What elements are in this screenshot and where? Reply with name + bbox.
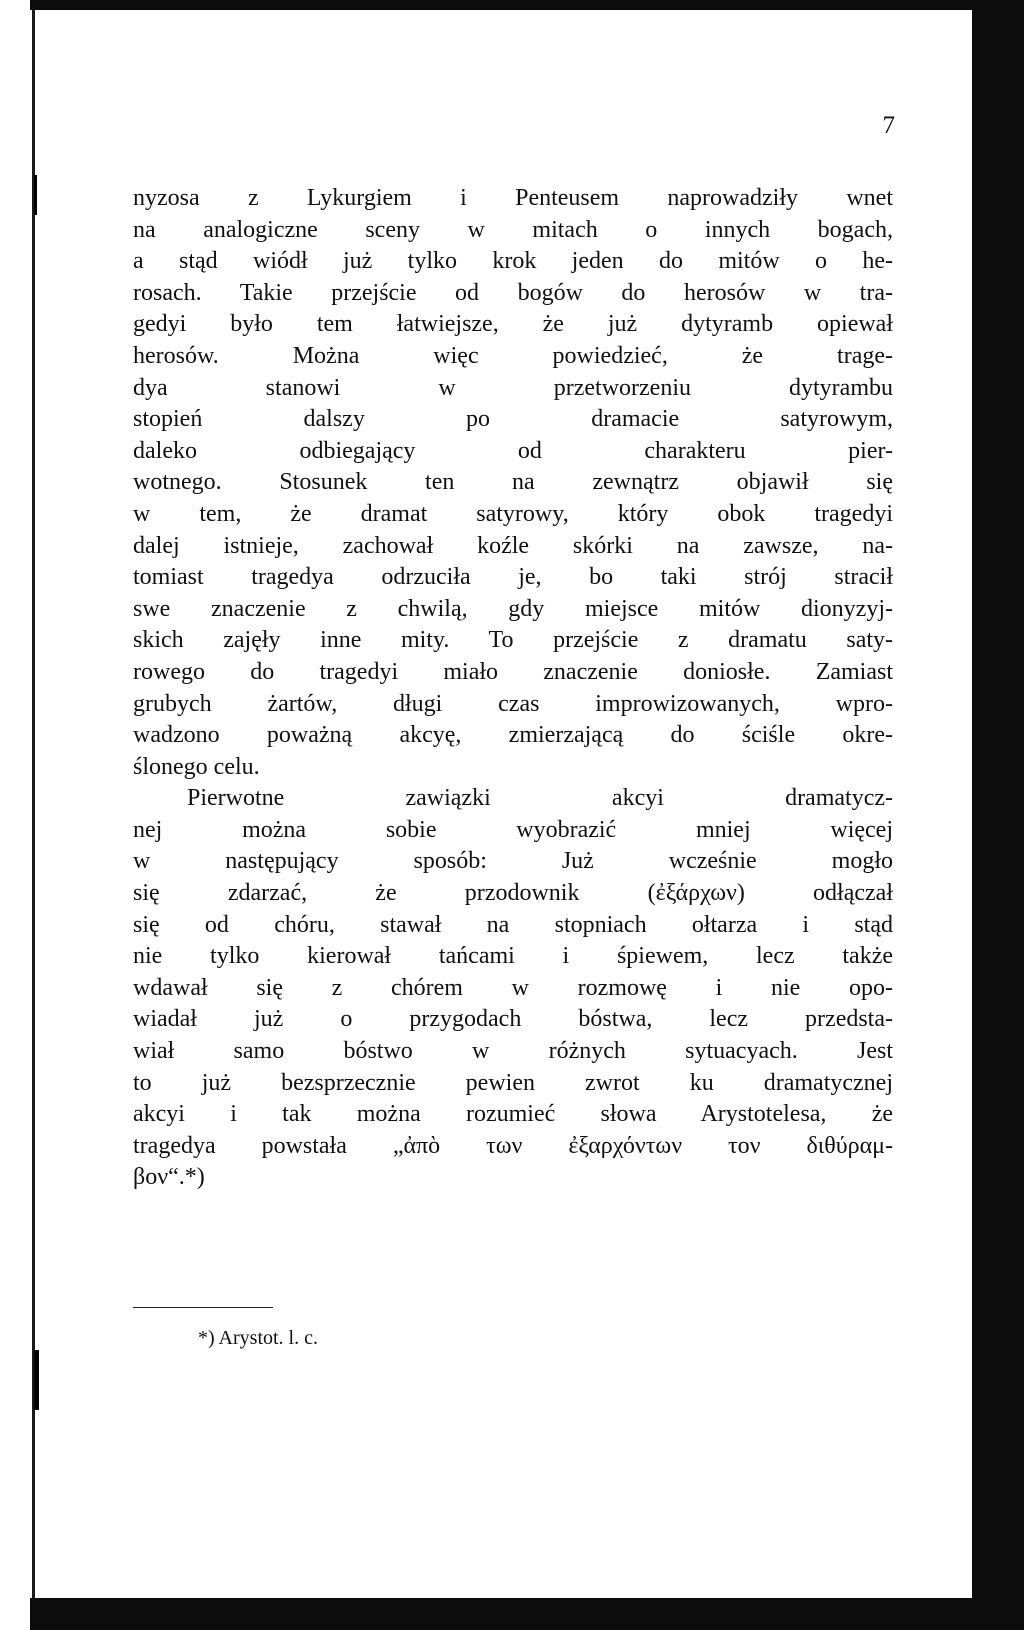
scan-mark [34,1350,39,1410]
text-line: dya stanowi w przetworzeniu dytyrambu [133,374,893,401]
text-line: stopień dalszy po dramacie satyrowym, [133,406,893,433]
text-line: Pierwotne zawiązki akcyi dramatycz- [187,785,893,812]
text-line: wadzono poważną akcyę, zmierzającą do ściśle okre- [133,722,893,749]
text-line: swe znaczenie z chwilą, gdy miejsce mitów dionyzyj- [133,595,893,622]
scan-mark [34,175,37,215]
text-line: wiał samo bóstwo w różnych sytuacyach. Jest [133,1038,893,1065]
text-line: wdawał się z chórem w rozmowę i nie opo- [133,974,893,1001]
scan-edge-bottom [30,1598,1024,1630]
footnote-rule [133,1307,273,1308]
text-line: nyzosa z Lykurgiem i Penteusem naprowadziły wnet [133,185,893,211]
text-line: się od chóru, stawał na stopniach ołtarza i stąd [133,911,893,938]
scan-edge-top [30,0,1024,10]
page-number: 7 [882,112,895,139]
text-line: tomiast tragedya odrzuciła je, bo taki strój stracił [133,564,893,591]
text-line: nie tylko kierował tańcami i śpiewem, lecz także [133,943,893,970]
text-line: wiadał już o przygodach bóstwa, lecz przedsta- [133,1006,893,1033]
text-line: to już bezsprzecznie pewien zwrot ku dramatycznej [133,1069,893,1096]
text-line: akcyi i tak można rozumieć słowa Arystotelesa, że [133,1101,893,1128]
text-line: grubych żartów, długi czas improwizowanych, wpro- [133,690,893,717]
text-line: nej można sobie wyobrazić mniej więcej [133,816,893,843]
text-line: ślonego celu. [133,753,260,780]
text-line: herosów. Można więc powiedzieć, że trage- [133,342,893,369]
text-line: rowego do tragedyi miało znaczenie doniosłe. Zamiast [133,658,893,685]
text-line: wotnego. Stosunek ten na zewnątrz objawił się [133,469,893,496]
text-line: się zdarzać, że przodownik (ἐξάρχων) odłączał [133,880,893,907]
scan-edge-right [972,0,1024,1630]
text-line: tragedya powstała „ἀπὸ των ἐξαρχόντων τον διθύραμ- [133,1132,893,1159]
text-line: skich zajęły inne mity. To przejście z dramatu saty- [133,627,893,654]
text-line: a stąd wiódł już tylko krok jeden do mitów o he- [133,248,893,275]
text-line: na analogiczne sceny w mitach o innych bogach, [133,216,893,243]
text-line: gedyi było tem łatwiejsze, że już dytyramb opiewał [133,311,893,338]
text-line: βον“.*) [133,1164,205,1191]
text-line: w tem, że dramat satyrowy, który obok tragedyi [133,500,893,527]
text-line: daleko odbiegający od charakteru pier- [133,437,893,464]
text-line: w następujący sposób: Już wcześnie mogło [133,848,893,875]
body-text [133,183,893,1194]
text-line: dalej istnieje, zachował koźle skórki na zawsze, na- [133,532,893,559]
footnote: *) Arystot. l. c. [198,1327,318,1349]
text-line: rosach. Takie przejście od bogów do herosów w tra- [133,279,893,306]
